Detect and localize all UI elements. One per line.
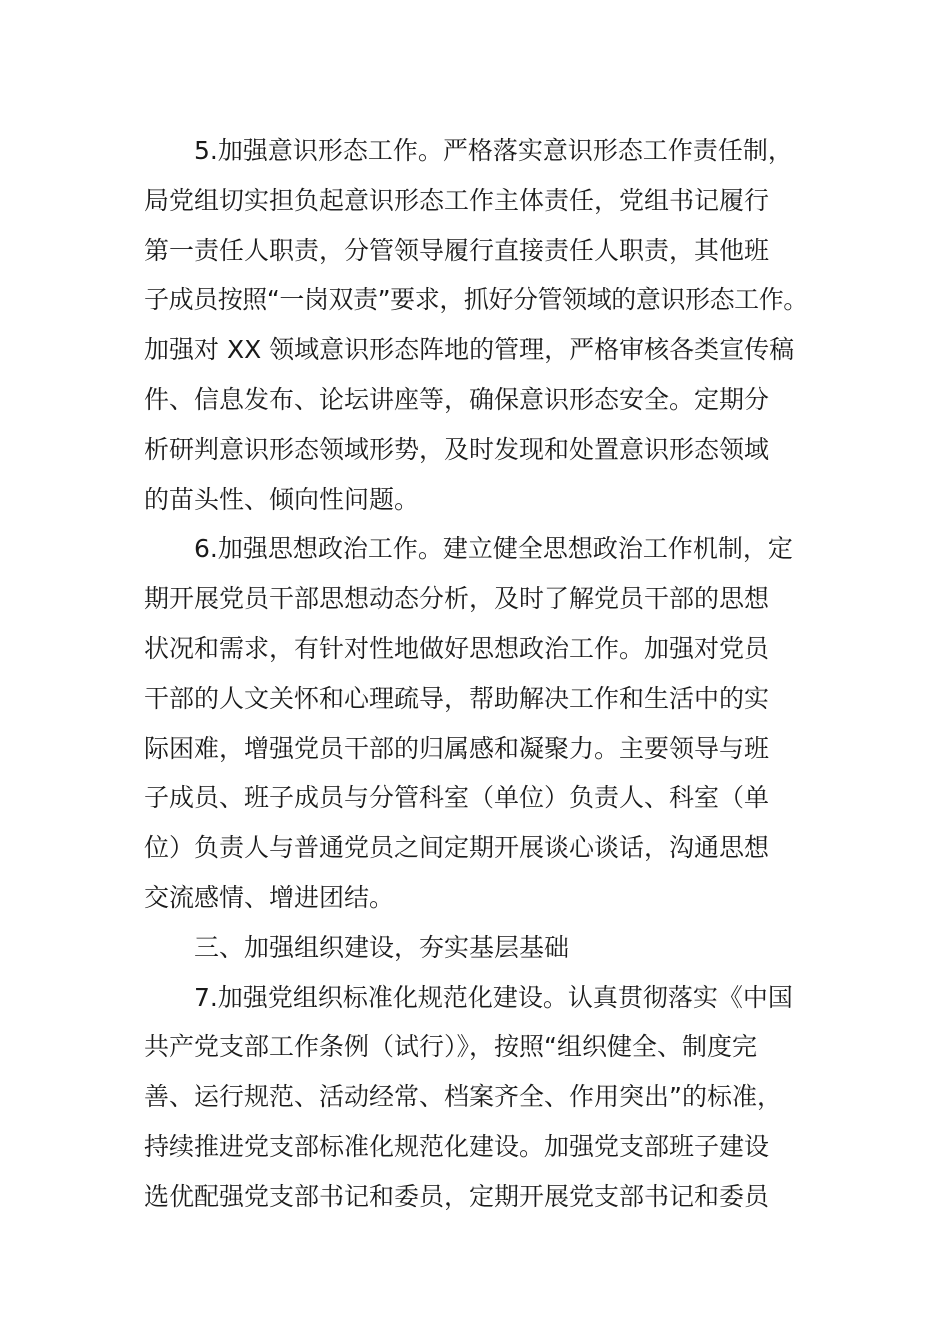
text-line: 局党组切实担负起意识形态工作主体责任，党组书记履行 [144, 185, 770, 215]
text-line: 7.加强党组织标准化规范化建设。认真贯彻落实《中国 [194, 982, 793, 1012]
paragraph-ideology-work [144, 126, 808, 524]
paragraph-political-work [144, 524, 808, 922]
text-line: 子成员按照“一岗双责”要求，抓好分管领域的意识形态工作。 [144, 285, 808, 315]
text-line: 加强对 XX 领域意识形态阵地的管理，严格审核各类宣传稿 [144, 335, 795, 365]
text-line: 子成员、班子成员与分管科室（单位）负责人、科室（单 [144, 783, 770, 813]
text-line: 状况和需求，有针对性地做好思想政治工作。加强对党员 [144, 633, 770, 663]
text-line: 位）负责人与普通党员之间定期开展谈心谈话，沟通思想 [144, 833, 770, 863]
text-line: 的苗头性、倾向性问题。 [144, 484, 420, 514]
text-line: 选优配强党支部书记和委员，定期开展党支部书记和委员 [144, 1181, 770, 1211]
text-line: 善、运行规范、活动经常、档案齐全、作用突出”的标准， [144, 1082, 782, 1112]
text-line: 析研判意识形态领域形势，及时发现和处置意识形态领域 [144, 434, 770, 464]
section-heading-text: 三、加强组织建设，夯实基层基础 [194, 932, 570, 962]
text-line: 件、信息发布、论坛讲座等，确保意识形态安全。定期分 [144, 384, 770, 414]
document-body [144, 126, 808, 1222]
text-line: 交流感情、增进团结。 [144, 882, 395, 912]
text-line: 际困难，增强党员干部的归属感和凝聚力。主要领导与班 [144, 733, 770, 763]
paragraph-party-standardization [144, 973, 808, 1222]
section-heading-organization [144, 923, 808, 973]
text-line: 干部的人文关怀和心理疏导，帮助解决工作和生活中的实 [144, 683, 770, 713]
text-line: 6.加强思想政治工作。建立健全思想政治工作机制，定 [194, 534, 793, 564]
text-line: 期开展党员干部思想动态分析，及时了解党员干部的思想 [144, 584, 770, 614]
text-line: 第一责任人职责，分管领导履行直接责任人职责，其他班 [144, 235, 770, 265]
text-line: 5.加强意识形态工作。严格落实意识形态工作责任制， [194, 136, 793, 165]
text-line: 共产党支部工作条例（试行）》，按照“组织健全、制度完 [144, 1032, 757, 1062]
text-line: 持续推进党支部标准化规范化建设。加强党支部班子建设 [144, 1131, 770, 1161]
